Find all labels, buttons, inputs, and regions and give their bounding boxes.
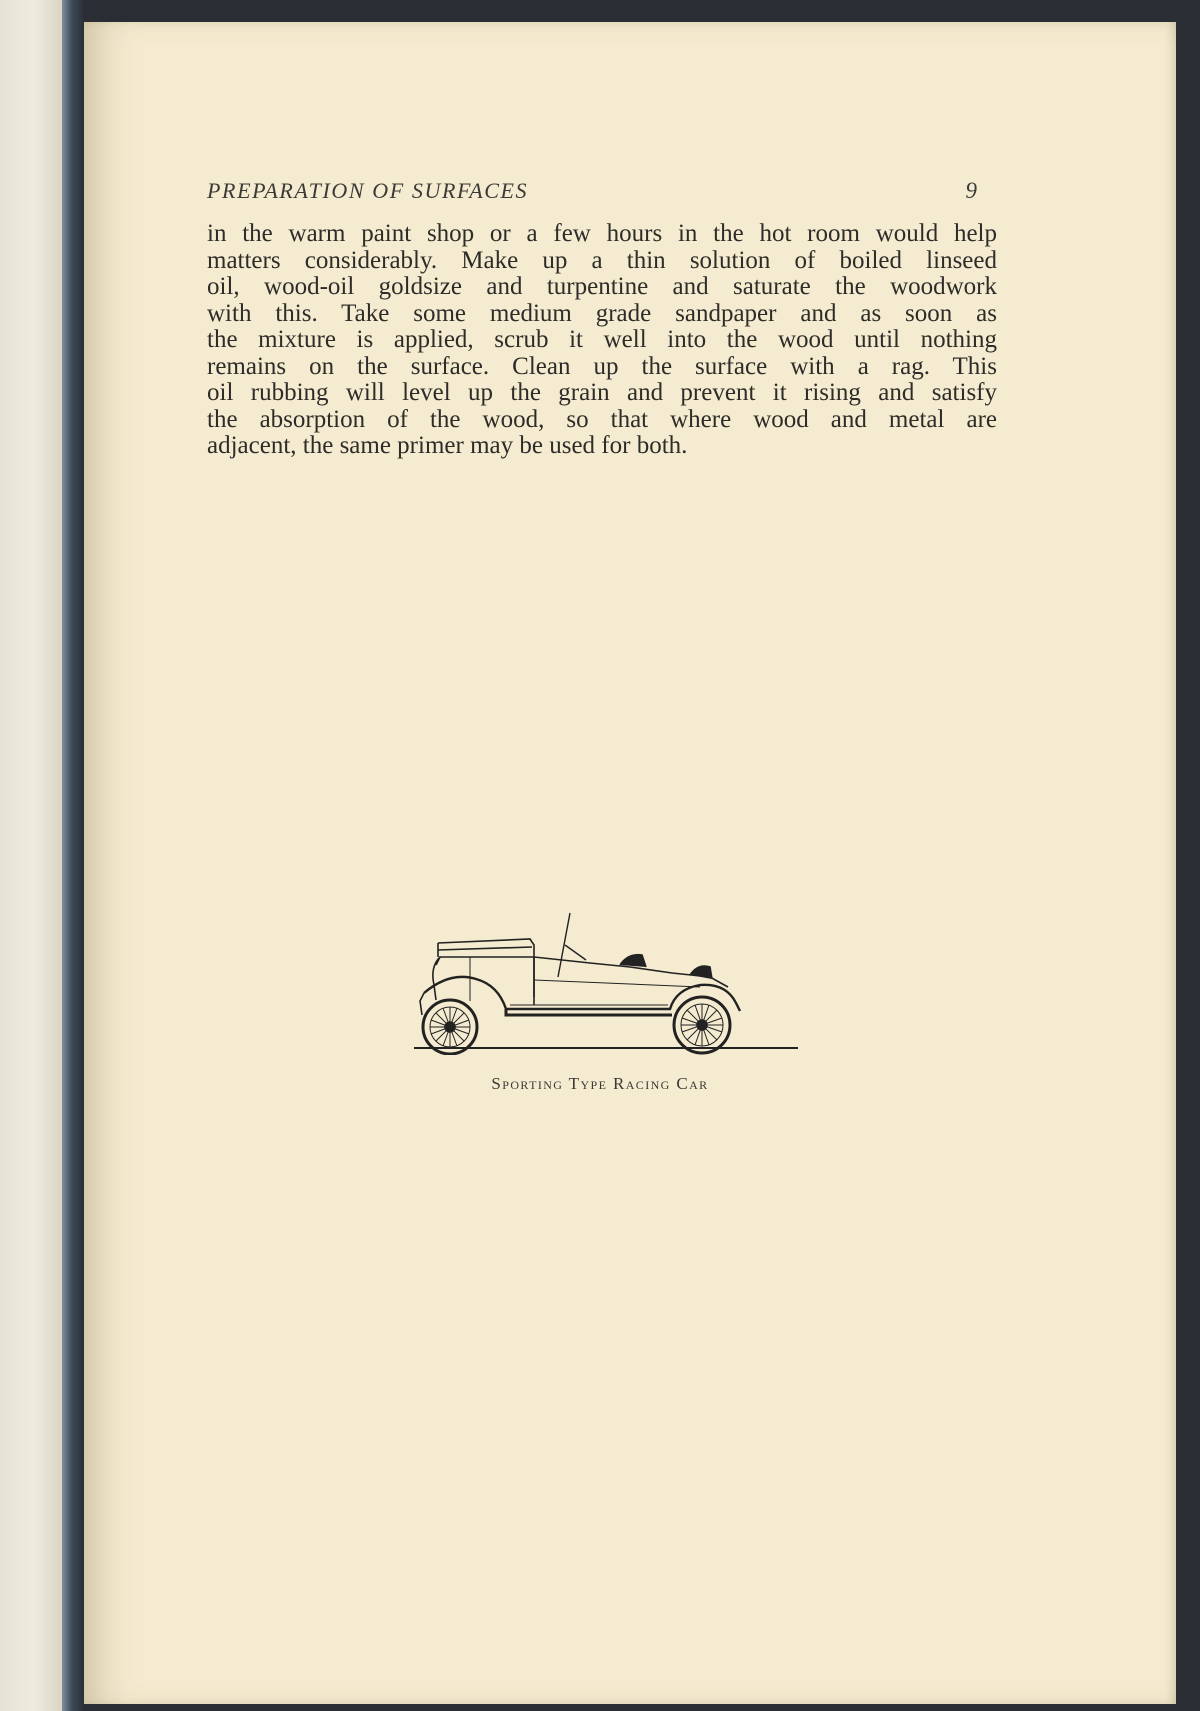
text-line: in the warm paint shop or a few hours in the hot room would help <box>207 220 997 247</box>
book-spine <box>62 0 84 1711</box>
running-head <box>207 178 977 208</box>
racing-car-illustration <box>410 905 800 1055</box>
running-head-title: PREPARATION OF SURFACES <box>207 178 529 203</box>
text-line: remains on the surface. Clean up the surface with a rag. This <box>207 352 997 380</box>
text-line: oil rubbing will level up the grain and prevent it rising and satisfy <box>207 379 997 406</box>
text-line: adjacent, the same primer may be used for both. <box>207 432 688 459</box>
body-paragraph <box>207 221 997 460</box>
text-line: the mixture is applied, scrub it well into the wood until nothing <box>207 326 997 353</box>
text-line: oil, wood-oil goldsize and turpentine and saturate the woodwork <box>207 273 997 300</box>
figure-caption: Sporting Type Racing Car <box>491 1074 709 1093</box>
text-line: matters considerably. Make up a thin solution of boiled linseed <box>207 246 997 274</box>
page-number: 9 <box>965 178 977 203</box>
text-line: the absorption of the wood, so that where wood and metal are <box>207 405 997 433</box>
facing-page-edge <box>0 0 62 1711</box>
text-line: with this. Take some medium grade sandpaper and as soon as <box>207 299 997 327</box>
